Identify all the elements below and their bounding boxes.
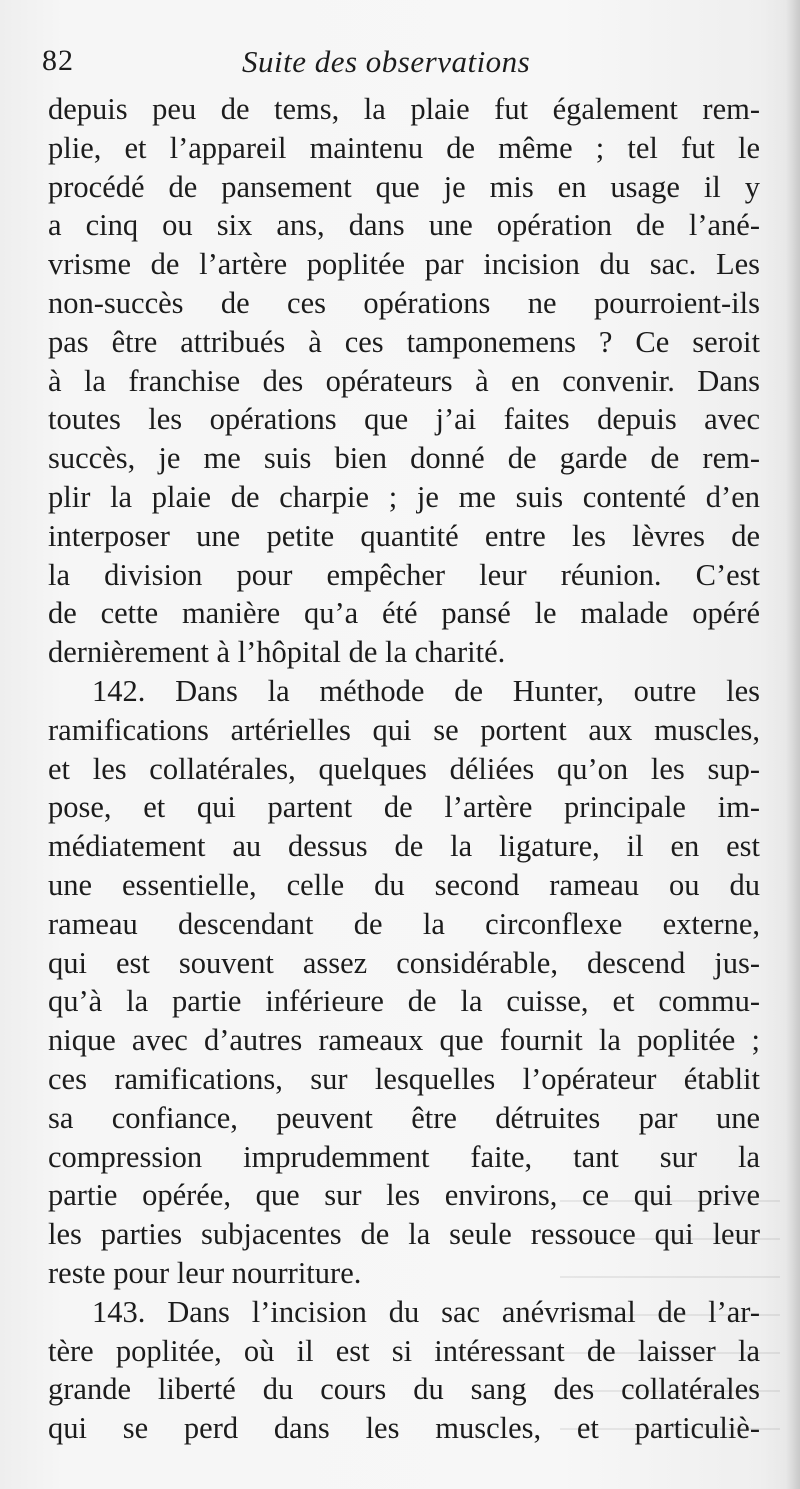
- text-line: qui se perd dans les muscles, et particuliè-: [48, 1411, 760, 1446]
- text-line: à la franchise des opérateurs à en convenir. Dans: [48, 363, 760, 398]
- text-line: les parties subjacentes de la seule ressouce qui leur: [48, 1217, 760, 1252]
- page-edge-shadow: [786, 0, 800, 1489]
- running-title: Suite des observations: [242, 44, 531, 79]
- text-line: pose, et qui partent de l’artère principale im-: [48, 790, 760, 825]
- text-line: procédé de pansement que je mis en usage il y: [48, 169, 760, 204]
- text-line: dernièrement à l’hôpital de la charité.: [48, 635, 506, 670]
- text-line: compression imprudemment faite, tant sur la: [48, 1139, 760, 1174]
- running-head: [42, 44, 762, 84]
- text-line: nique avec d’autres rameaux que fournit la poplitée ;: [48, 1023, 760, 1058]
- text-line: une essentielle, celle du second rameau ou du: [48, 867, 760, 902]
- text-line: qui est souvent assez considérable, descend jus-: [48, 945, 760, 980]
- page-number: 82: [42, 44, 74, 77]
- text-line: vrisme de l’artère poplitée par incision du sac. Les: [48, 247, 760, 282]
- text-line: qu’à la partie inférieure de la cuisse, et commu-: [48, 984, 760, 1019]
- text-line: partie opérée, que sur les environs, ce qui prive: [48, 1178, 760, 1213]
- text-line: la division pour empêcher leur réunion. C’est: [48, 557, 760, 592]
- text-line: a cinq ou six ans, dans une opération de l’ané-: [48, 208, 760, 243]
- paragraph-143-start: 143. Dans l’incision du sac anévrismal de l’ar-: [92, 1294, 760, 1329]
- body-text: [48, 90, 760, 1448]
- text-line: grande liberté du cours du sang des collatérales: [48, 1372, 760, 1407]
- text-line: médiatement au dessus de la ligature, il en est: [48, 829, 760, 864]
- text-line: sa confiance, peuvent être détruites par une: [48, 1100, 760, 1135]
- text-line: de cette manière qu’a été pansé le malade opéré: [48, 596, 760, 631]
- paragraph-142-start: 142. Dans la méthode de Hunter, outre les: [92, 673, 760, 708]
- text-line: non-succès de ces opérations ne pourroient-ils: [48, 285, 760, 320]
- text-line: reste pour leur nourriture.: [48, 1255, 362, 1290]
- text-line: et les collatérales, quelques déliées qu’on les sup-: [48, 751, 760, 786]
- text-line: depuis peu de tems, la plaie fut également rem-: [48, 92, 760, 126]
- text-line: rameau descendant de la circonflexe externe,: [48, 906, 760, 941]
- text-line: ramifications artérielles qui se portent aux muscles,: [48, 712, 760, 747]
- text-line: plir la plaie de charpie ; je me suis contenté d’en: [48, 479, 760, 514]
- text-line: ces ramifications, sur lesquelles l’opérateur établit: [48, 1061, 760, 1096]
- text-line: pas être attribués à ces tamponemens ? Ce seroit: [48, 324, 760, 359]
- text-line: plie, et l’appareil maintenu de même ; tel fut le: [48, 130, 760, 165]
- text-line: interposer une petite quantité entre les lèvres de: [48, 518, 760, 553]
- text-line: toutes les opérations que j’ai faites depuis avec: [48, 402, 760, 437]
- text-line: tère poplitée, où il est si intéressant de laisser la: [48, 1333, 760, 1368]
- text-line: succès, je me suis bien donné de garde de rem-: [48, 441, 760, 476]
